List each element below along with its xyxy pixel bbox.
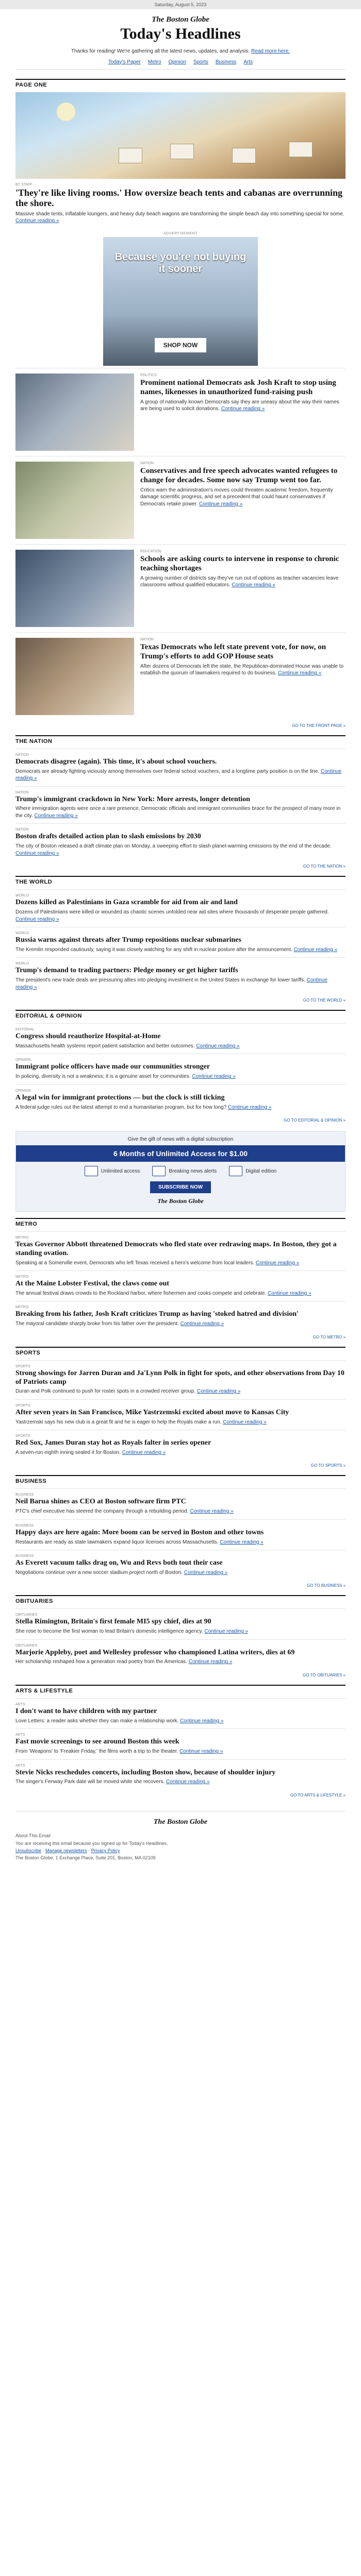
ad-label: ADVERTISEMENT [163,231,198,235]
section-label: ARTS & LIFESTYLE [15,1685,346,1694]
story-item [15,957,346,995]
story-item [15,544,346,632]
story-dek [15,1539,346,1546]
continue-reading-link[interactable]: Continue reading » [255,1260,300,1266]
section-front-page [15,79,346,729]
story-summary: Duran and Polk continued to push for roster spots in a crowded receiver group. [15,1388,196,1395]
story-kicker: SPORTS [15,1364,30,1368]
story-item [15,1084,346,1115]
story-dek [15,1290,346,1297]
story-headline[interactable]: Red Sox, James Duran stay hot as Royals falter in series opener [15,1439,211,1447]
goto-front-link[interactable]: GO TO THE FRONT PAGE » [292,723,346,728]
privacy-policy-link[interactable]: Privacy Policy [91,1848,120,1853]
subscribe-offer[interactable]: 6 Months of Unlimited Access for $1.00 [16,1145,345,1162]
lead-dek [15,211,346,225]
subscribe-benefit-label: Breaking news alerts [169,1168,217,1174]
story-headline[interactable]: Schools are asking courts to intervene in response to chronic teaching shortages [140,554,339,572]
story-headline[interactable]: Conservatives and free speech advocates wanted refugees to change for decades. Some now say Trump went too far. [140,466,338,484]
story-headline[interactable]: Stevie Nicks reschedules concerts, including Boston show, because of shoulder injury [15,1768,276,1776]
story-dek [15,1320,346,1328]
continue-reading-link[interactable]: Continue reading » [180,1718,224,1724]
section-label: EDITORIAL & OPINION [15,1010,346,1019]
story-kicker: BUSINESS [15,1493,34,1497]
continue-reading-link[interactable]: Continue reading » [220,1539,264,1545]
story-summary: After dozens of Democrats left the state, the Republican-dominated House was unable to establish the quorum of lawmakers required to do business. [140,663,344,676]
story-summary: Her scholarship reshaped how a generation read poetry from the Americas. [15,1659,187,1665]
story-headline[interactable]: Stella Rimington, Britain's first female MI5 spy chief, dies at 90 [15,1618,211,1626]
section-metro [15,1218,346,1341]
subscribe-brand: The Boston Globe [157,1197,204,1205]
story-headline[interactable]: A legal win for immigrant protections — but the clock is still ticking [15,1093,225,1101]
advertisement [103,232,258,366]
arts-story-list [15,1698,346,1790]
continue-reading-link[interactable]: Continue reading » [192,1074,236,1080]
story-kicker: WORLD [15,962,29,966]
continue-reading-link[interactable]: Continue reading » [196,1388,241,1395]
editorial-story-list [15,1023,346,1115]
story-photo[interactable] [15,462,134,539]
nav-link-sports[interactable]: Sports [193,59,208,65]
device-icon [229,1166,242,1176]
lead-photo[interactable] [15,92,346,179]
subscribe-promo [15,1131,346,1212]
shop-now-button[interactable]: SHOP NOW [155,338,206,352]
story-dek [15,843,346,857]
story-item [15,1519,346,1550]
story-item [15,1488,346,1519]
story-headline[interactable]: Democrats disagree (again). This time, it's about school vouchers. [15,757,217,766]
story-dek [140,575,346,589]
goto-metro-link[interactable]: GO TO METRO » [313,1334,346,1340]
story-headline[interactable]: Dozens killed as Palestinians in Gaza scramble for aid from air and land [15,899,238,907]
story-item [15,1231,346,1270]
continue-reading-link[interactable]: Continue reading » [227,1104,272,1110]
section-sports [15,1347,346,1469]
story-item [15,1608,346,1639]
nation-story-list [15,749,346,861]
story-item [15,786,346,824]
nav-link-today-s-paper[interactable]: Today's Paper [108,59,141,65]
continue-reading-link[interactable]: Continue reading » [15,916,59,922]
story-summary: The annual festival draws crowds to the Rockland harbor, where fishermen and cooks compete and celebrate. [15,1290,267,1296]
story-kicker: NATION [15,790,29,794]
story-item [15,632,346,720]
brand-logo[interactable]: The Boston Globe [152,15,209,24]
sports-story-list [15,1360,346,1461]
story-item [15,1430,346,1460]
section-label: OBITUARIES [15,1595,346,1604]
story-headline[interactable]: Russia warns against threats after Trump repositions nuclear submarines [15,936,241,944]
story-item [15,1728,346,1759]
story-kicker: SPORTS [15,1403,30,1408]
story-summary: Where immigration agents were once a rare presence, Democratic officials and immigrant communities brace for the prospect of many more in the city. [15,806,341,819]
footer-notice: You are receiving this email because you signed up for Today's Headlines. [15,1840,168,1846]
story-summary: She rose to become the first woman to lead Britain's domestic intelligence agency. [15,1629,203,1635]
story-summary: From 'Weapons' to 'Freakier Friday,' the films worth a trip to the theater. [15,1749,178,1754]
section-label: PAGE ONE [15,79,346,88]
lead-headline[interactable]: 'They're like living rooms.' How oversize beach tents and cabanas are overrunning the shore. [15,187,342,209]
story-item [15,1054,346,1084]
story-headline[interactable]: After seven years in San Francisco, Mike Yastrzemski excited about move to Kansas City [15,1408,289,1416]
continue-reading-link[interactable]: Continue reading » [15,850,59,856]
footer-brand[interactable]: The Boston Globe [153,1818,208,1826]
story-kicker: NATION [140,461,154,465]
section-label: THE NATION [15,735,346,744]
story-headline[interactable]: Texas Democrats who left state prevent vote, for now, on Trump's efforts to add GOP House seats [140,642,326,660]
nav-link-metro[interactable]: Metro [147,59,161,65]
goto-obituaries-link[interactable]: GO TO OBITUARIES » [303,1672,346,1677]
story-text [140,462,346,539]
story-summary: A federal judge rules out the latest attempt to end a humanitarian program, but for how long? [15,1104,227,1110]
cabana-shape [232,148,256,163]
story-dek [15,1718,346,1725]
continue-reading-link[interactable]: Continue reading » [293,946,338,953]
story-item [15,1698,346,1728]
front-story-list [15,368,346,720]
story-summary: Critics warn the administration's moves could threaten academic freedom, frequently damage scientific progress, and set a precedent that could haunt conservatives if Democrats retake power. [140,487,333,507]
story-item [15,1270,346,1301]
story-item [15,456,346,544]
story-kicker: NATION [140,637,154,641]
story-item [15,1759,346,1790]
story-headline[interactable]: At the Maine Lobster Festival, the claws come out [15,1280,169,1288]
story-dek [15,1628,346,1635]
story-headline[interactable]: I don't want to have children with my partner [15,1707,157,1715]
story-headline[interactable]: Strong showings for Jarren Duran and Ja'Lynn Polk in fight for spots, and other observations from Day 10 of Patriots camp [15,1369,344,1386]
continue-reading-link[interactable]: Continue reading » [188,1659,233,1665]
story-summary: Yastrzemski says his new club is a great fit and he is eager to help the Royals make a run. [15,1419,222,1425]
story-dek [15,1260,346,1267]
section-arts [15,1685,346,1799]
story-dek [15,805,346,819]
story-dek [15,1043,346,1050]
metro-story-list [15,1231,346,1332]
story-photo[interactable] [15,374,134,451]
subscribe-button[interactable]: SUBSCRIBE NOW [150,1181,211,1193]
story-item [15,749,346,786]
subscribe-benefit [85,1166,140,1176]
section-label: SPORTS [15,1347,346,1356]
goto-business-link[interactable]: GO TO BUSINESS » [307,1583,346,1588]
cabana-shape [119,148,142,163]
story-summary: A growing number of districts say they've run out of options as teacher vacancies leave classrooms without qualified educators. [140,575,339,588]
footer-address: The Boston Globe, 1 Exchange Place, Suite 201, Boston, MA 02109 [15,1855,156,1861]
story-text [140,638,346,715]
manage-newsletters-link[interactable]: Manage newsletters [45,1848,87,1853]
subscribe-benefit-label: Unlimited access [101,1168,140,1174]
story-kicker: BUSINESS [15,1523,34,1528]
story-kicker: EDITORIAL [15,1028,35,1032]
story-dek [140,399,346,413]
continue-reading-link[interactable]: Continue reading » [221,406,265,412]
lead-byline: BY STAFF [15,182,32,187]
unsubscribe-link[interactable]: Unsubscribe [15,1848,42,1853]
cabana-shape [289,142,313,157]
story-kicker: OPINION [15,1089,31,1093]
section-label: METRO [15,1218,346,1227]
story-dek [15,977,346,991]
story-kicker: ARTS [15,1764,25,1768]
ad-text: Because you're not buying it sooner [114,251,247,275]
story-headline[interactable]: Immigrant police officers have made our communities stronger [15,1063,210,1071]
story-kicker: METRO [15,1236,29,1240]
story-headline[interactable]: Boston drafts detailed action plan to slash emissions by 2030 [15,833,201,841]
story-kicker: WORLD [15,931,29,936]
story-item [15,889,346,927]
story-headline[interactable]: Breaking from his father, Josh Kraft criticizes Trump as having 'stoked hatred and division' [15,1310,299,1318]
story-item [15,1399,346,1430]
intro [15,48,346,55]
story-dek [15,1778,346,1786]
story-kicker: SPORTS [15,1434,30,1438]
story-kicker: ARTS [15,1702,25,1706]
date-bar [0,0,361,9]
continue-reading-link[interactable]: Continue reading » [232,582,275,588]
device-icon [85,1166,98,1176]
story-photo[interactable] [15,638,134,715]
subscribe-intro: Give the gift of news with a digital subscription [127,1137,234,1143]
nav-link-opinion[interactable]: Opinion [168,59,186,65]
story-item [15,927,346,957]
story-kicker: EDUCATION [140,549,161,553]
story-item [15,1639,346,1670]
world-story-list [15,889,346,995]
sun-shape [57,103,75,121]
story-dek [15,1658,346,1666]
story-photo[interactable] [15,550,134,627]
footer-heading: About This Email [15,1833,51,1839]
obituary-story-list [15,1608,346,1670]
story-dek [15,1419,346,1426]
business-story-list [15,1488,346,1580]
continue-reading-link[interactable]: Continue reading » [190,1509,234,1515]
story-summary: The Kremlin responded cautiously, saying it was closely watching for any shift in nuclear posture after the announcement. [15,946,292,953]
story-headline[interactable]: Neil Barua shines as CEO at Boston software firm PTC [15,1498,186,1506]
continue-reading-link[interactable]: Continue reading » [15,218,59,224]
issue-date: Saturday, August 5, 2023 [154,2,207,7]
intro-link[interactable]: Read more here. [251,48,290,54]
story-summary: A group of nationally known Democrats say they are uneasy about the way their names are being used to solicit donations. [140,399,339,412]
story-headline[interactable]: Fast movie screenings to see around Boston this week [15,1738,179,1746]
story-headline[interactable]: Prominent national Democrats ask Josh Kraft to stop using names, likenesses in unauthorized fund-raising push [140,378,336,396]
continue-reading-link[interactable]: Continue reading » [15,768,342,782]
story-dek [15,1569,346,1577]
story-summary: Dozens of Palestinians were killed or wounded as chaotic scenes unfolded near aid sites where thousands of desperate people gathered. [15,909,329,916]
story-summary: In policing, diversity is not a weakness; it is a genuine asset for communities. [15,1074,191,1080]
story-summary: Negotiations continue over a new soccer stadium project north of Boston. [15,1569,183,1575]
goto-nation-link[interactable]: GO TO THE NATION » [303,864,346,869]
story-kicker: WORLD [15,894,29,898]
continue-reading-link[interactable]: Continue reading » [268,1290,311,1296]
story-summary: The mayoral candidate sharply broke from his father over the president. [15,1321,179,1327]
newsletter-title: Today's Headlines [120,25,241,42]
section-business [15,1475,346,1589]
story-kicker: METRO [15,1275,29,1279]
story-text [140,550,346,627]
story-summary: The singer's Fenway Park date will be moved while she recovers. [15,1779,165,1785]
story-kicker: NATION [15,753,29,757]
story-dek [15,1748,346,1755]
lead-summary: Massive shade tents, inflatable loungers, and heavy duty beach wagons are transforming the simple beach day into something special for some. [15,211,344,217]
story-item [15,1360,346,1399]
story-dek [15,1449,346,1456]
story-dek [15,1388,346,1395]
story-kicker: METRO [15,1306,29,1310]
story-kicker: BUSINESS [15,1554,34,1558]
story-kicker: OBITUARIES [15,1643,38,1648]
section-label: THE WORLD [15,876,346,885]
story-item [15,1301,346,1331]
continue-reading-link[interactable]: Continue reading » [34,812,78,819]
section-obituaries [15,1595,346,1679]
story-item [15,1023,346,1054]
story-headline[interactable]: Texas Governor Abbott threatened Democrats who fled state over redrawing maps. In Boston, they got a standing ovation. [15,1241,337,1257]
story-text [140,374,346,451]
story-dek [140,487,346,508]
section-editorial [15,1010,346,1124]
story-headline[interactable]: Congress should reauthorize Hospital-at-Home [15,1032,161,1041]
subscribe-benefit [152,1166,217,1176]
story-dek [15,768,346,782]
story-dek [15,909,346,923]
section-nation [15,735,346,870]
story-headline[interactable]: Happy days are here again: More boom can be served in Boston and other towns [15,1528,264,1536]
story-kicker: POLITICS [140,373,157,377]
story-summary: A seven-run eighth inning sealed it for Boston. [15,1449,121,1455]
story-item [15,1550,346,1580]
story-summary: Massachusetts health systems report patient satisfaction and better outcomes. [15,1043,195,1049]
continue-reading-link[interactable]: Continue reading » [166,1779,210,1785]
cabana-shape [170,144,194,159]
footer [15,1811,346,1862]
story-dek [15,1104,346,1111]
continue-reading-link[interactable]: Continue reading » [15,977,327,990]
continue-reading-link[interactable]: Continue reading » [122,1449,166,1455]
subscribe-benefit [229,1166,276,1176]
story-item [15,368,346,456]
story-kicker: ARTS [15,1733,25,1737]
continue-reading-link[interactable]: Continue reading » [223,1419,267,1425]
continue-reading-link[interactable]: Continue reading » [179,1749,223,1754]
story-dek [140,663,346,677]
section-world [15,876,346,1004]
goto-sports-link[interactable]: GO TO SPORTS » [310,1463,346,1468]
story-summary: Democrats are already fighting viciously among themselves over federal school vouchers, and a longtime party position is on the line. [15,768,320,774]
story-headline[interactable]: Marjorie Appleby, poet and Wellesley professor who championed Latina writers, dies at 69 [15,1648,295,1656]
story-headline[interactable]: As Everett vacuum talks drag on, Wu and Revs both tout their case [15,1559,223,1567]
story-summary: PTC's chief executive has steered the company through a rebuilding period. [15,1509,189,1515]
story-dek [15,946,346,954]
story-item [15,823,346,861]
goto-world-link[interactable]: GO TO THE WORLD » [303,998,346,1003]
subscribe-benefit-label: Digital edition [245,1168,277,1174]
goto-arts-link[interactable]: GO TO ARTS & LIFESTYLE » [290,1792,346,1798]
continue-reading-link[interactable]: Continue reading » [277,670,322,676]
section-label: BUSINESS [15,1475,346,1484]
nav-link-business[interactable]: Business [215,59,237,65]
story-summary: The president's new trade deals are pressuring allies into pledging investment in the United States in exchange for lower tariffs. [15,977,306,984]
story-kicker: OPINION [15,1058,31,1062]
continue-reading-link[interactable]: Continue reading » [204,1629,248,1635]
story-summary: Restaurants are ready as state lawmakers expand liquor licenses across Massachusetts. [15,1539,219,1545]
story-headline[interactable]: Trump's demand to trading partners: Pledge money or get higher tariffs [15,967,238,975]
story-headline[interactable]: Trump's immigrant crackdown in New York: More arrests, longer detention [15,795,250,803]
footer-links: Unsubscribe · Manage newsletters · Privacy Policy [15,1848,120,1853]
continue-reading-link[interactable]: Continue reading » [196,1043,240,1049]
header [0,9,361,73]
story-summary: The city of Boston released a draft climate plan on Monday, a sweeping effort to slash planet-warming emissions by the end of the decade. [15,843,332,850]
story-summary: Speaking at a Somerville event, Democrats who left Texas received a hero's welcome from local leaders. [15,1260,255,1266]
continue-reading-link[interactable]: Continue reading » [199,501,243,507]
intro-text: Thanks for reading! We're gathering all the latest news, updates, and analysis. [71,48,250,54]
story-kicker: OBITUARIES [15,1613,38,1617]
device-icon [152,1166,166,1176]
continue-reading-link[interactable]: Continue reading » [180,1321,224,1327]
nav-link-arts[interactable]: Arts [243,59,253,65]
story-dek [15,1073,346,1080]
story-dek [15,1508,346,1515]
section-nav [15,59,346,70]
ad-banner[interactable] [103,237,258,366]
story-summary: Love Letters: a reader asks whether they can make a relationship work. [15,1718,179,1724]
story-kicker: NATION [15,828,29,832]
goto-editorial-link[interactable]: GO TO EDITORIAL & OPINION » [284,1118,346,1123]
continue-reading-link[interactable]: Continue reading » [184,1569,228,1575]
subscribe-benefits [16,1166,345,1176]
